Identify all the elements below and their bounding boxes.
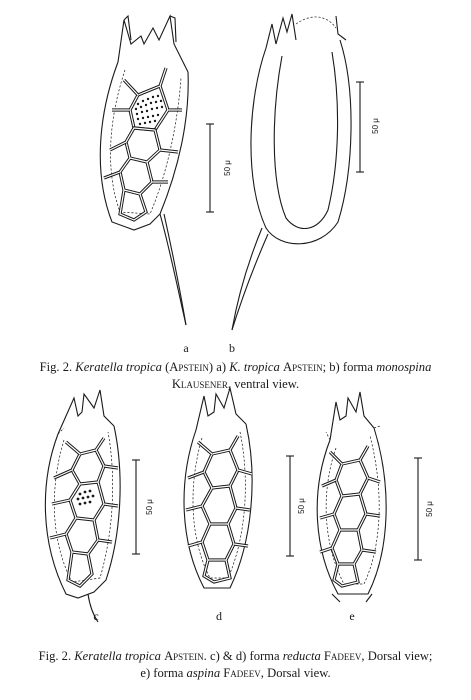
caption-bottom-species: Keratella tropica xyxy=(74,649,161,663)
caption-bottom-part-cd: c) & d) forma xyxy=(209,649,280,663)
scale-bar-a xyxy=(206,124,232,212)
scale-bar-e xyxy=(414,458,434,560)
caption-bottom-author2: Fadeev, xyxy=(323,649,365,663)
caption-bottom-form1: reducta xyxy=(282,649,321,663)
caption-top-form-name: monospina xyxy=(376,360,432,374)
caption-top-part-a: a) xyxy=(216,360,227,374)
specimen-e-drawing xyxy=(317,392,386,602)
specimen-b-drawing xyxy=(232,14,351,330)
label-c: c xyxy=(93,609,99,623)
scale-bar-c xyxy=(132,460,154,554)
specimen-c-drawing xyxy=(45,390,120,622)
caption-top-author2: Apstein; xyxy=(282,360,327,374)
caption-bottom-view2: Dorsal view. xyxy=(267,666,331,680)
caption-bottom xyxy=(24,648,447,682)
scale-label-e: 50 μ xyxy=(425,501,434,517)
caption-top-part-b: b) forma xyxy=(329,360,373,374)
scale-label-b: 50 μ xyxy=(371,118,380,134)
caption-top-author1: (Apstein) xyxy=(165,360,214,374)
scale-label-a: 50 μ xyxy=(223,160,232,176)
caption-bottom-form2: aspina xyxy=(186,666,221,680)
scale-bar-d xyxy=(286,456,306,556)
caption-bottom-part-e: e) forma xyxy=(140,666,184,680)
specimen-a-drawing xyxy=(100,16,188,325)
caption-bottom-author1: Apstein. xyxy=(164,649,207,663)
caption-top-author3: Klausener, xyxy=(171,377,232,391)
caption-top-fig-no: Fig. 2. xyxy=(39,360,73,374)
caption-top-species-short: K. tropica xyxy=(229,360,280,374)
specimen-d-drawing xyxy=(184,388,252,588)
caption-top-species: Keratella tropica xyxy=(75,360,162,374)
label-b: b xyxy=(229,341,235,355)
caption-bottom-author3: Fadeev, xyxy=(223,666,264,680)
caption-bottom-view1: Dorsal view; xyxy=(367,649,433,663)
label-e: e xyxy=(349,609,355,623)
scale-label-c: 50 μ xyxy=(145,499,154,515)
scale-label-d: 50 μ xyxy=(297,498,306,514)
label-a: a xyxy=(183,341,189,355)
caption-top-view: ventral view. xyxy=(234,377,300,391)
scale-bar-b xyxy=(356,82,380,172)
caption-bottom-fig-no: Fig. 2. xyxy=(38,649,72,663)
label-d: d xyxy=(216,609,222,623)
figure-bottom xyxy=(0,382,471,622)
